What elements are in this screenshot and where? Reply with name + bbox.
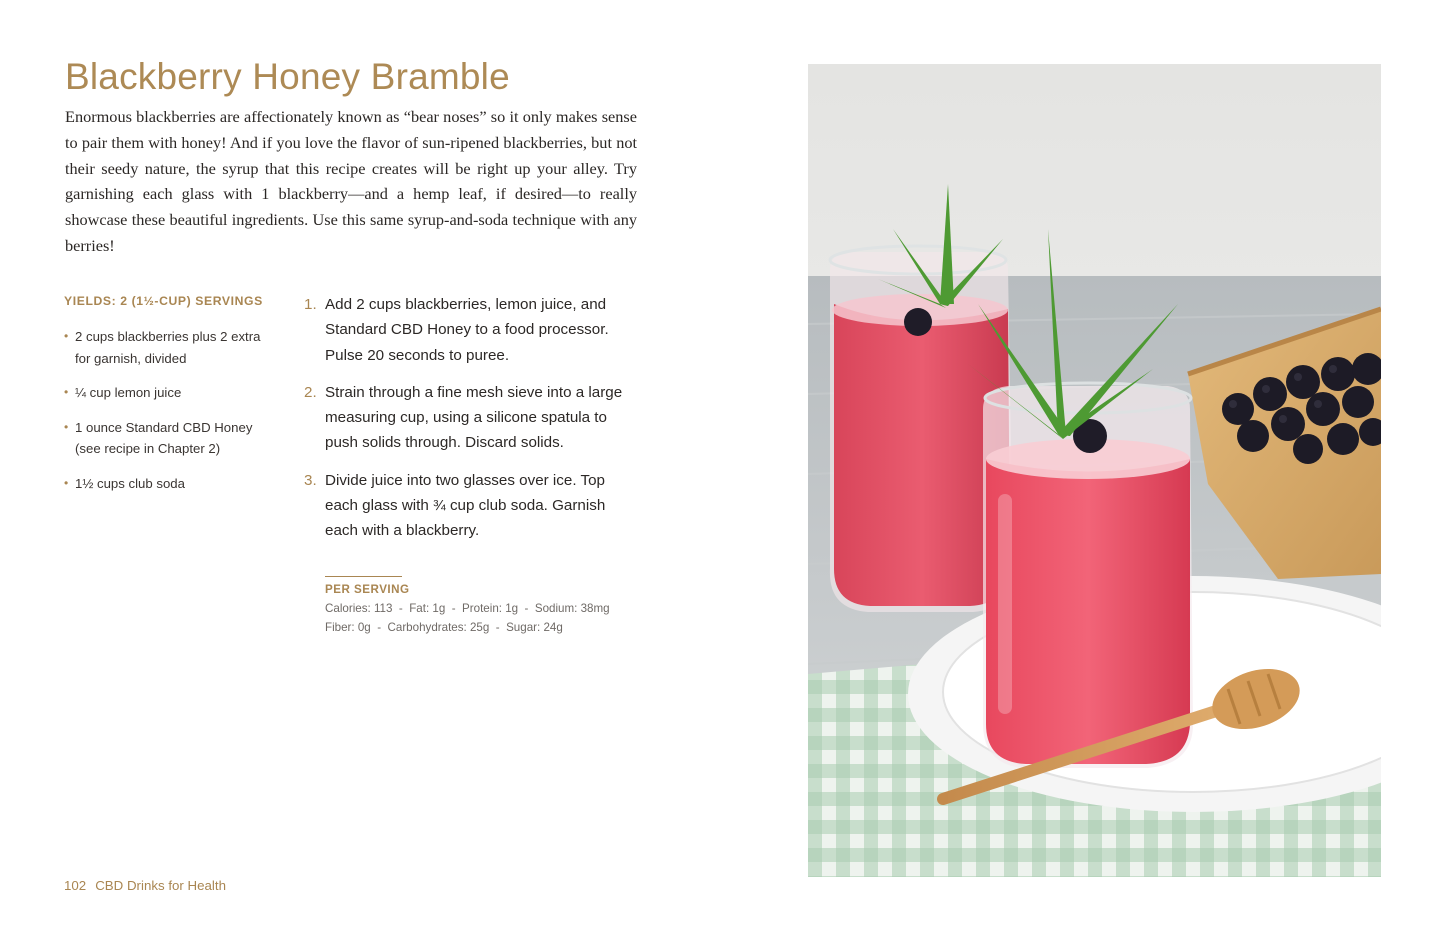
bullet-icon: • bbox=[64, 475, 69, 490]
drink-photo bbox=[808, 64, 1381, 877]
ingredient-list bbox=[64, 326, 294, 507]
nutrition-heading: PER SERVING bbox=[325, 583, 410, 596]
step-text: Add 2 cups blackberries, lemon juice, and Standard CBD Honey to a food processor. Pulse 20 seconds to puree. bbox=[325, 296, 609, 364]
ingredient-text: ¼ cup lemon juice bbox=[75, 385, 182, 400]
nutrition-panel bbox=[325, 576, 645, 637]
recipe-intro: Enormous blackberries are affectionately known as “bear noses” so it only makes sense to pair them with honey! And if you love the flavor of sun-ripened blackberries, but not their seedy nature, the syrup that this recipe creates will be right up your alley. Try garnishing each glass with 1 blackberry—and a hemp leaf, if desired—to really showcase these beautiful ingredients. Use this same syrup-and-soda technique with any berries! bbox=[65, 107, 637, 255]
step-item bbox=[304, 380, 634, 456]
ingredient-item bbox=[64, 326, 294, 369]
bullet-icon: • bbox=[64, 419, 69, 434]
ingredient-item bbox=[64, 417, 294, 460]
step-item bbox=[304, 292, 634, 368]
ingredient-item bbox=[64, 473, 294, 495]
ingredient-item bbox=[64, 382, 294, 404]
ingredient-text: 2 cups blackberries plus 2 extra for garnish, divided bbox=[75, 329, 261, 366]
nutrition-divider bbox=[325, 576, 402, 577]
book-title: CBD Drinks for Health bbox=[95, 878, 226, 893]
step-text: Strain through a fine mesh sieve into a large measuring cup, using a silicone spatula to push solids through. Discard solids. bbox=[325, 383, 623, 452]
nutrition-line: Calories: 113 - Fat: 1g - Protein: 1g - Sodium: 38mg bbox=[325, 602, 610, 615]
step-number: 2. bbox=[304, 383, 317, 401]
step-number: 3. bbox=[304, 471, 317, 489]
front-glass bbox=[983, 383, 1193, 768]
ingredient-text: 1½ cups club soda bbox=[75, 475, 185, 491]
bullet-icon: • bbox=[64, 385, 69, 399]
yields-heading: YIELDS: 2 (1½-CUP) SERVINGS bbox=[64, 294, 263, 308]
recipe-title: Blackberry Honey Bramble bbox=[65, 56, 510, 97]
nutrition-line: Fiber: 0g - Carbohydrates: 25g - Sugar: 24g bbox=[325, 621, 563, 634]
step-text: Divide juice into two glasses over ice. Top each glass with ¾ cup club soda. Garnish each with a blackberry. bbox=[325, 471, 606, 540]
step-number: 1. bbox=[304, 296, 317, 313]
step-item bbox=[304, 468, 634, 544]
page-footer bbox=[64, 878, 226, 893]
ingredient-text: 1 ounce Standard CBD Honey (see recipe in Chapter 2) bbox=[75, 419, 253, 456]
step-list bbox=[304, 292, 634, 556]
page-number: 102 bbox=[64, 878, 87, 893]
bullet-icon: • bbox=[64, 329, 69, 343]
